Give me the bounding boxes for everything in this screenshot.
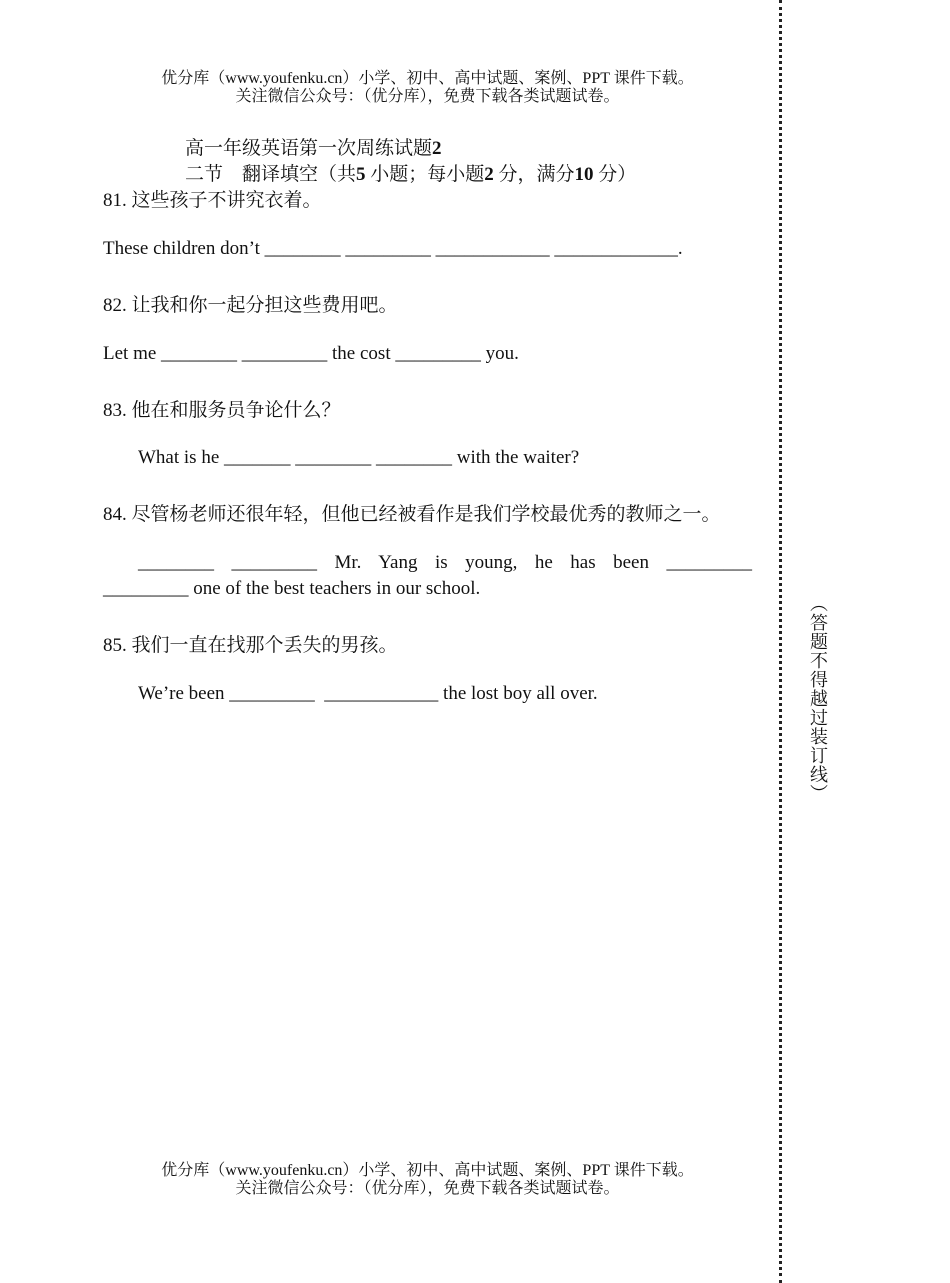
page-header — [0, 70, 855, 106]
header-line-1: 优分库（www.youfenku.cn）小学、初中、高中试题、案例、PPT 课件下载。 — [161, 70, 694, 87]
exam-title-number: 2 — [432, 138, 442, 159]
question-85-chinese: 85. 我们一直在找那个丢失的男孩。 — [103, 635, 398, 656]
section-per: 2 — [484, 164, 494, 185]
section-prefix: 二节 翻译填空（共 — [185, 164, 357, 185]
question-84-english-line-2: _________ one of the best teachers in our school. — [103, 578, 481, 599]
footer-line-2: 关注微信公众号：（优分库），免费下载各类试题试卷。 — [235, 1180, 620, 1197]
section-heading — [185, 159, 636, 186]
question-81-english: These children don’t ________ _________ ____________ _____________. — [103, 238, 683, 259]
page-footer — [0, 1162, 855, 1198]
section-mid2: 分，满分 — [498, 164, 575, 185]
question-81-chinese: 81. 这些孩子不讲究衣着。 — [103, 190, 322, 211]
question-83-chinese: 83. 他在和服务员争论什么？ — [103, 400, 341, 421]
question-83-english: What is he _______ ________ ________ with the waiter? — [138, 447, 580, 468]
question-84-english-line-1: ________ _________ Mr. Yang is young, he has been _________ — [138, 552, 752, 573]
section-mid1: 小题；每小题 — [370, 164, 485, 185]
question-82-chinese: 82. 让我和你一起分担这些费用吧。 — [103, 295, 398, 316]
binding-note: （答题不得越过装订线） — [808, 594, 828, 803]
header-line-2: 关注微信公众号：（优分库），免费下载各类试题试卷。 — [235, 88, 620, 105]
footer-line-1: 优分库（www.youfenku.cn）小学、初中、高中试题、案例、PPT 课件下载。 — [161, 1162, 694, 1179]
section-suffix: 分） — [598, 164, 637, 185]
exam-title-text: 高一年级英语第一次周练试题 — [185, 138, 433, 159]
exam-title — [185, 133, 442, 160]
question-84-chinese: 84. 尽管杨老师还很年轻，但他已经被看作是我们学校最优秀的教师之一。 — [103, 504, 721, 525]
section-count: 5 — [356, 164, 366, 185]
section-total: 10 — [574, 164, 594, 185]
binding-line — [779, 0, 782, 1283]
question-82-english: Let me ________ _________ the cost _________ you. — [103, 343, 519, 364]
question-85-english: We’re been _________ ____________ the lost boy all over. — [138, 683, 598, 704]
